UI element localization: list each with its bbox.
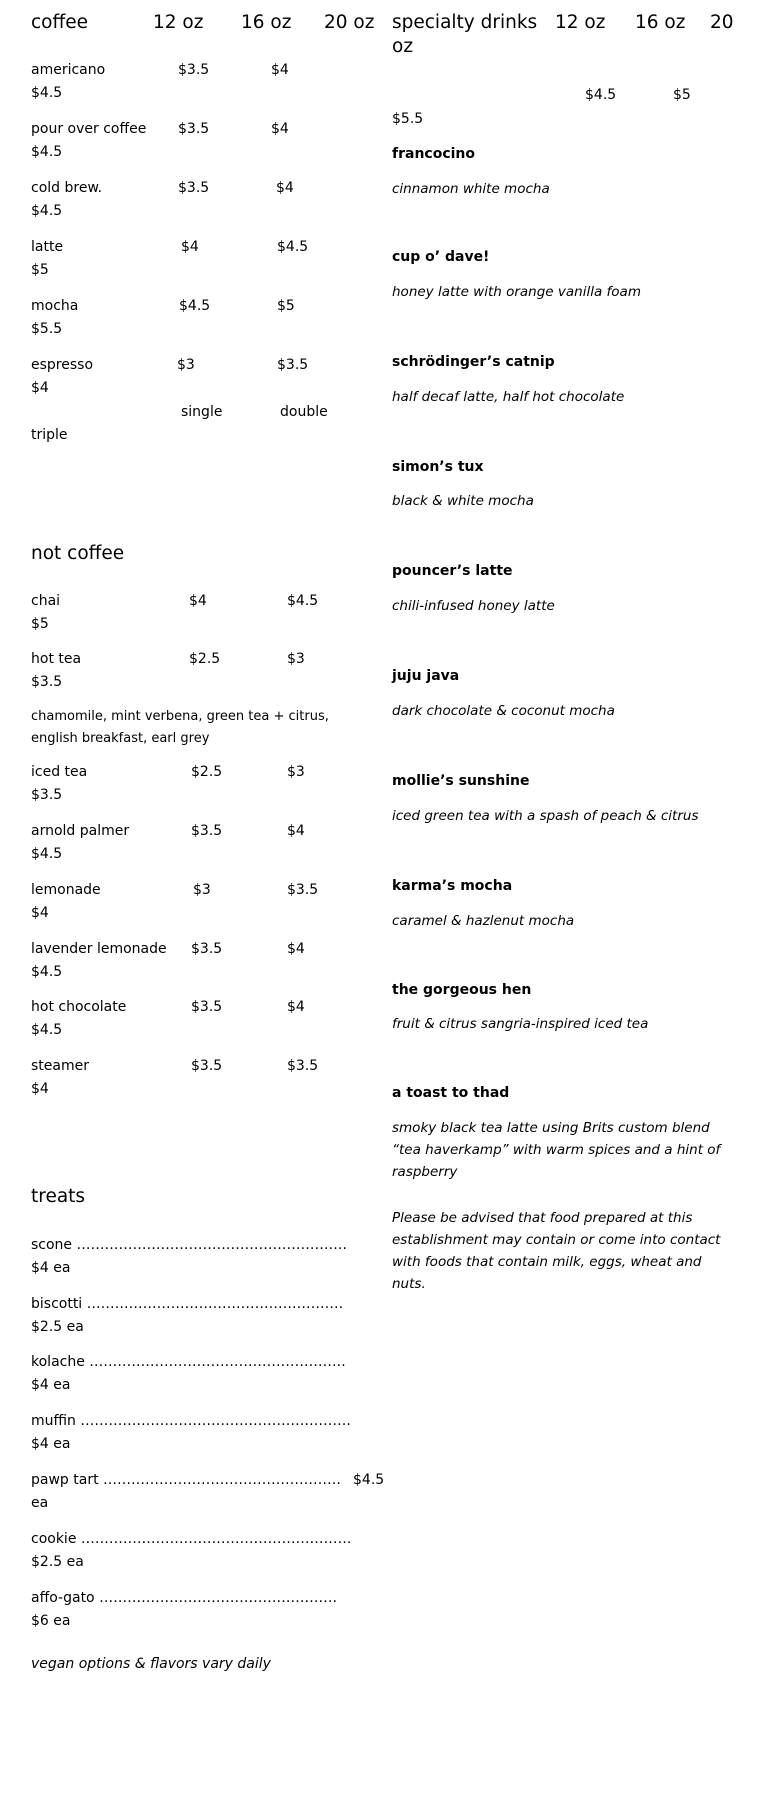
item-name: arnold palmer <box>31 823 130 839</box>
specialty-name: cup o’ dave! <box>392 249 490 265</box>
item-name: steamer <box>31 1058 89 1074</box>
specialty-size-16oz: 16 oz <box>635 12 686 33</box>
specialty-desc: caramel & hazlenut mocha <box>392 913 575 929</box>
price-12oz: $3.5 <box>191 941 223 957</box>
size-double: double <box>280 404 328 420</box>
price-16oz: $4.5 <box>287 593 319 609</box>
item-name: espresso <box>31 357 94 373</box>
price-20oz: $3.5 <box>31 787 63 803</box>
specialty-name: a toast to thad <box>392 1085 510 1101</box>
specialty-desc: iced green tea with a spash of peach & citrus <box>392 808 699 824</box>
specialty-desc: black & white mocha <box>392 493 534 509</box>
coffee-heading: coffee <box>31 12 88 33</box>
tea-flavors: chamomile, mint verbena, green tea + citrus, english breakfast, earl grey <box>31 709 329 746</box>
price-12oz: $2.5 <box>191 764 223 780</box>
price-12oz: $4 <box>181 239 199 255</box>
price-20oz: $4.5 <box>31 203 63 219</box>
price-20oz: $4 <box>31 1081 49 1097</box>
price-16oz: $3 <box>287 651 305 667</box>
price-12oz: $2.5 <box>189 651 221 667</box>
specialty-name: karma’s mocha <box>392 878 513 894</box>
price-20oz: $4.5 <box>31 1022 63 1038</box>
treat-price-unit: ea <box>31 1495 49 1511</box>
allergy-note: Please be advised that food prepared at this establishment may contain or come into contact with foods that contain milk, eggs, wheat and nuts. <box>392 1210 721 1292</box>
price-double: $3.5 <box>277 357 309 373</box>
specialty-size-20: 20 <box>710 12 734 33</box>
specialty-price-20oz: $5.5 <box>392 111 424 127</box>
treat-label: muffin …………………………………………………. <box>31 1413 351 1429</box>
treat-label: scone …………………………………………………. <box>31 1237 347 1253</box>
not-coffee-heading: not coffee <box>31 543 125 564</box>
item-name: hot tea <box>31 651 82 667</box>
specialty-name: juju java <box>392 668 460 684</box>
specialty-desc: half decaf latte, half hot chocolate <box>392 389 625 405</box>
price-12oz: $3.5 <box>178 121 210 137</box>
item-name: chai <box>31 593 61 609</box>
price-16oz: $5 <box>277 298 295 314</box>
treats-heading: treats <box>31 1186 86 1207</box>
price-12oz: $4 <box>189 593 207 609</box>
price-20oz: $4.5 <box>31 846 63 862</box>
coffee-size-12oz: 12 oz <box>153 12 204 33</box>
item-name: cold brew. <box>31 180 103 196</box>
price-20oz: $4 <box>31 905 49 921</box>
item-name: mocha <box>31 298 79 314</box>
price-20oz: $5 <box>31 262 49 278</box>
specialty-desc: honey latte with orange vanilla foam <box>392 284 641 300</box>
item-name: pour over coffee <box>31 121 147 137</box>
treat-price: $2.5 ea <box>31 1554 84 1570</box>
treat-label: kolache ………………………………………………. <box>31 1354 346 1370</box>
price-20oz: $5.5 <box>31 321 63 337</box>
specialty-price-12oz: $4.5 <box>585 87 617 103</box>
specialty-name: mollie’s sunshine <box>392 773 530 789</box>
price-single: $3 <box>177 357 195 373</box>
item-name: lemonade <box>31 882 101 898</box>
item-name: lavender lemonade <box>31 941 167 957</box>
treat-price: $4 ea <box>31 1377 71 1393</box>
treat-price: $4.5 <box>353 1472 385 1488</box>
price-16oz: $4 <box>271 62 289 78</box>
specialty-desc: cinnamon white mocha <box>392 181 550 197</box>
price-16oz: $3 <box>287 764 305 780</box>
treat-label: cookie …………………………………………………. <box>31 1531 352 1547</box>
price-16oz: $3.5 <box>287 882 319 898</box>
item-name: iced tea <box>31 764 88 780</box>
treat-price: $2.5 ea <box>31 1319 84 1335</box>
price-12oz: $3.5 <box>191 999 223 1015</box>
coffee-size-20oz: 20 oz <box>324 12 375 33</box>
treat-price: $6 ea <box>31 1613 71 1629</box>
price-12oz: $4.5 <box>179 298 211 314</box>
item-name: latte <box>31 239 64 255</box>
specialty-size-oz-wrap: oz <box>392 36 414 57</box>
size-single: single <box>181 404 223 420</box>
price-20oz: $4.5 <box>31 964 63 980</box>
specialty-name: simon’s tux <box>392 459 484 475</box>
specialty-desc: dark chocolate & coconut mocha <box>392 703 615 719</box>
price-20oz: $4.5 <box>31 144 63 160</box>
price-12oz: $3.5 <box>178 180 210 196</box>
specialty-name: pouncer’s latte <box>392 563 513 579</box>
treat-price: $4 ea <box>31 1436 71 1452</box>
price-12oz: $3.5 <box>191 823 223 839</box>
specialty-name: schrödinger’s catnip <box>392 354 555 370</box>
specialty-name: francocino <box>392 146 476 162</box>
size-triple: triple <box>31 427 68 443</box>
treat-label: affo-gato …………………………………………… <box>31 1590 338 1606</box>
price-16oz: $4.5 <box>277 239 309 255</box>
item-name: americano <box>31 62 106 78</box>
price-16oz: $4 <box>271 121 289 137</box>
price-20oz: $3.5 <box>31 674 63 690</box>
price-16oz: $4 <box>287 941 305 957</box>
specialty-desc: chili-infused honey latte <box>392 598 555 614</box>
price-12oz: $3.5 <box>191 1058 223 1074</box>
treat-price: $4 ea <box>31 1260 71 1276</box>
price-16oz: $4 <box>287 999 305 1015</box>
treat-label: pawp tart …………………………………………… <box>31 1472 342 1488</box>
coffee-size-16oz: 16 oz <box>241 12 292 33</box>
price-12oz: $3.5 <box>178 62 210 78</box>
specialty-desc: fruit & citrus sangria-inspired iced tea <box>392 1016 649 1032</box>
treats-note: vegan options & flavors vary daily <box>31 1656 271 1672</box>
price-triple: $4 <box>31 380 49 396</box>
price-16oz: $4 <box>287 823 305 839</box>
treat-label: biscotti ………………………………………………. <box>31 1296 344 1312</box>
specialty-price-16oz: $5 <box>673 87 691 103</box>
specialty-desc: smoky black tea latte using Brits custom blend “tea haverkamp” with warm spices and a hint of raspberry <box>392 1120 721 1180</box>
price-16oz: $4 <box>276 180 294 196</box>
specialty-size-12oz: 12 oz <box>555 12 606 33</box>
specialty-name: the gorgeous hen <box>392 982 532 998</box>
price-12oz: $3 <box>193 882 211 898</box>
specialty-heading: specialty drinks <box>392 12 538 33</box>
item-name: hot chocolate <box>31 999 127 1015</box>
price-20oz: $4.5 <box>31 85 63 101</box>
price-16oz: $3.5 <box>287 1058 319 1074</box>
price-20oz: $5 <box>31 616 49 632</box>
